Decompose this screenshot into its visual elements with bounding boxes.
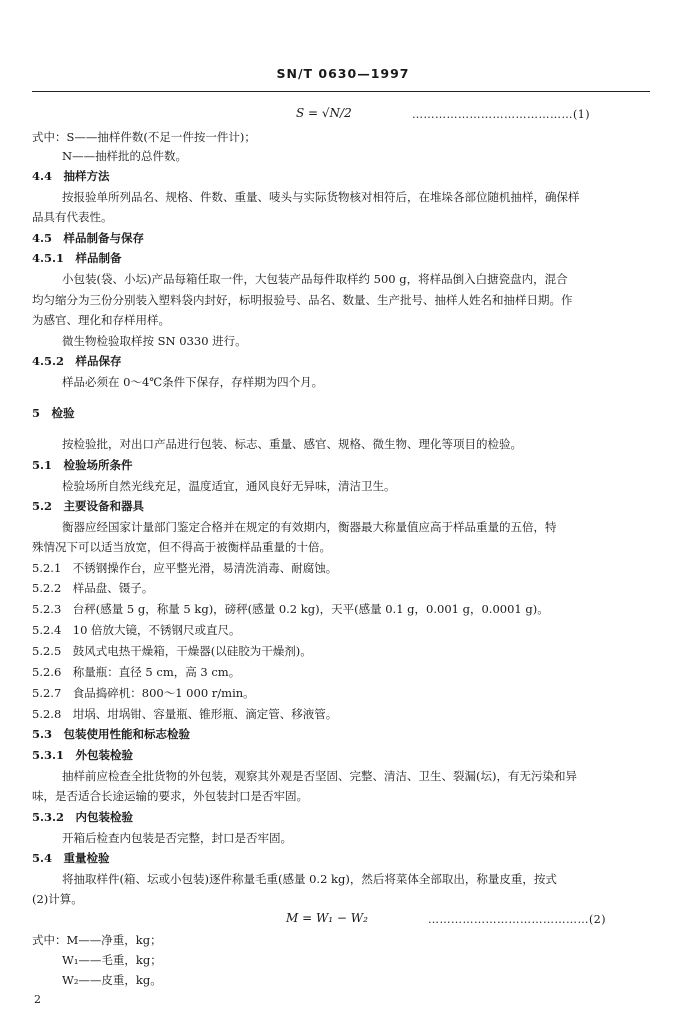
paragraph-5-2-line-1: 衡器应经国家计量部门鉴定合格并在规定的有效期内，衡器最大称量值应高于样品重量的五倍，特 bbox=[62, 520, 557, 534]
paragraph-4-5-1-line-2: 均匀缩分为三份分别装入塑料袋内封好，标明报验号、品名、数量、生产批号、抽样人姓名和抽样日期。作 bbox=[32, 293, 573, 307]
paragraph-5-line-1: 按检验批，对出口产品进行包装、标志、重量、感官、规格、微生物、理化等项目的检验。 bbox=[62, 437, 522, 451]
section-heading-5: 5 检验 bbox=[32, 406, 75, 420]
section-heading-5-2: 5.2 主要设备和器具 bbox=[32, 499, 145, 513]
where-lead-2: 式中：M——净重，kg； bbox=[32, 933, 162, 947]
where-w1-def: W₁——毛重，kg； bbox=[62, 953, 162, 967]
where-lead-1: 式中：S——抽样件数(不足一件按一件计)； bbox=[32, 130, 256, 144]
section-heading-4-4: 4.4 抽样方法 bbox=[32, 169, 110, 183]
equation-2-number: ……………………………………(2) bbox=[428, 913, 607, 926]
section-heading-5-3-1: 5.3.1 外包装检验 bbox=[32, 748, 134, 762]
standard-number: SN/T 0630—1997 bbox=[276, 66, 410, 81]
paragraph-5-4-line-1: 将抽取样件(箱、坛或小包装)逐件称量毛重(感量 0.2 kg)，然后将菜体全部取出，称量皮重，按式 bbox=[62, 872, 557, 886]
list-item-5-2-6: 5.2.6 称量瓶：直径 5 cm，高 3 cm。 bbox=[32, 665, 241, 679]
paragraph-4-5-1-line-4: 微生物检验取样按 SN 0330 进行。 bbox=[62, 334, 247, 348]
paragraph-4-5-1-line-3: 为感官、理化和存样用样。 bbox=[32, 313, 170, 327]
equation-2: M = W₁ − W₂ bbox=[286, 911, 368, 925]
where-n-def: N——抽样批的总件数。 bbox=[62, 149, 188, 163]
list-item-5-2-7: 5.2.7 食品捣碎机：800～1 000 r/min。 bbox=[32, 686, 255, 700]
section-heading-4-5-1: 4.5.1 样品制备 bbox=[32, 251, 122, 265]
equation-1: S = √N/2 bbox=[296, 106, 352, 120]
paragraph-5-3-2-line-1: 开箱后检查内包装是否完整，封口是否牢固。 bbox=[62, 831, 292, 845]
list-item-5-2-8: 5.2.8 坩埚、坩埚钳、容量瓶、锥形瓶、滴定管、移液管。 bbox=[32, 707, 338, 721]
paragraph-5-2-line-2: 殊情况下可以适当放宽，但不得高于被衡样品重量的十倍。 bbox=[32, 540, 331, 554]
section-heading-4-5-2: 4.5.2 样品保存 bbox=[32, 354, 122, 368]
paragraph-5-4-line-2: (2)计算。 bbox=[32, 892, 83, 906]
paragraph-4-5-1-line-1: 小包装(袋、小坛)产品每箱任取一件，大包装产品每件取样约 500 g，将样品倒入白搪瓷盘内，混合 bbox=[62, 272, 568, 286]
section-heading-5-3-2: 5.3.2 内包装检验 bbox=[32, 810, 134, 824]
list-item-5-2-4: 5.2.4 10 倍放大镜，不锈钢尺或直尺。 bbox=[32, 623, 241, 637]
paragraph-4-5-2-line-1: 样品必须在 0～4℃条件下保存，存样期为四个月。 bbox=[62, 375, 324, 389]
section-heading-5-3: 5.3 包装使用性能和标志检验 bbox=[32, 727, 191, 741]
list-item-5-2-2: 5.2.2 样品盘、镊子。 bbox=[32, 581, 154, 595]
where-w2-def: W₂——皮重，kg。 bbox=[62, 973, 162, 987]
paragraph-5-3-1-line-1: 抽样前应检查全批货物的外包装，观察其外观是否坚固、完整、清洁、卫生、裂漏(坛)，有无污染和异 bbox=[62, 769, 577, 783]
section-heading-4-5: 4.5 样品制备与保存 bbox=[32, 231, 145, 245]
page-number: 2 bbox=[34, 993, 41, 1006]
list-item-5-2-3: 5.2.3 台秤(感量 5 g，称量 5 kg)，磅秤(感量 0.2 kg)，天平(感量 0.1 g，0.001 g，0.0001 g)。 bbox=[32, 602, 549, 616]
section-heading-5-4: 5.4 重量检验 bbox=[32, 851, 110, 865]
equation-1-number: ……………………………………(1) bbox=[412, 108, 591, 121]
paragraph-5-3-1-line-2: 味，是否适合长途运输的要求，外包装封口是否牢固。 bbox=[32, 789, 308, 803]
list-item-5-2-5: 5.2.5 鼓风式电热干燥箱，干燥器(以硅胶为干燥剂)。 bbox=[32, 644, 312, 658]
paragraph-5-1-line-1: 检验场所自然光线充足，温度适宜，通风良好无异味，清洁卫生。 bbox=[62, 479, 396, 493]
paragraph-4-4-line-1: 按报验单所列品名、规格、件数、重量、唛头与实际货物核对相符后，在堆垛各部位随机抽样，确保样 bbox=[62, 190, 580, 204]
list-item-5-2-1: 5.2.1 不锈钢操作台，应平整光滑，易清洗消毒、耐腐蚀。 bbox=[32, 561, 338, 575]
paragraph-4-4-line-2: 品具有代表性。 bbox=[32, 210, 113, 224]
header-rule bbox=[32, 91, 650, 92]
section-heading-5-1: 5.1 检验场所条件 bbox=[32, 458, 133, 472]
